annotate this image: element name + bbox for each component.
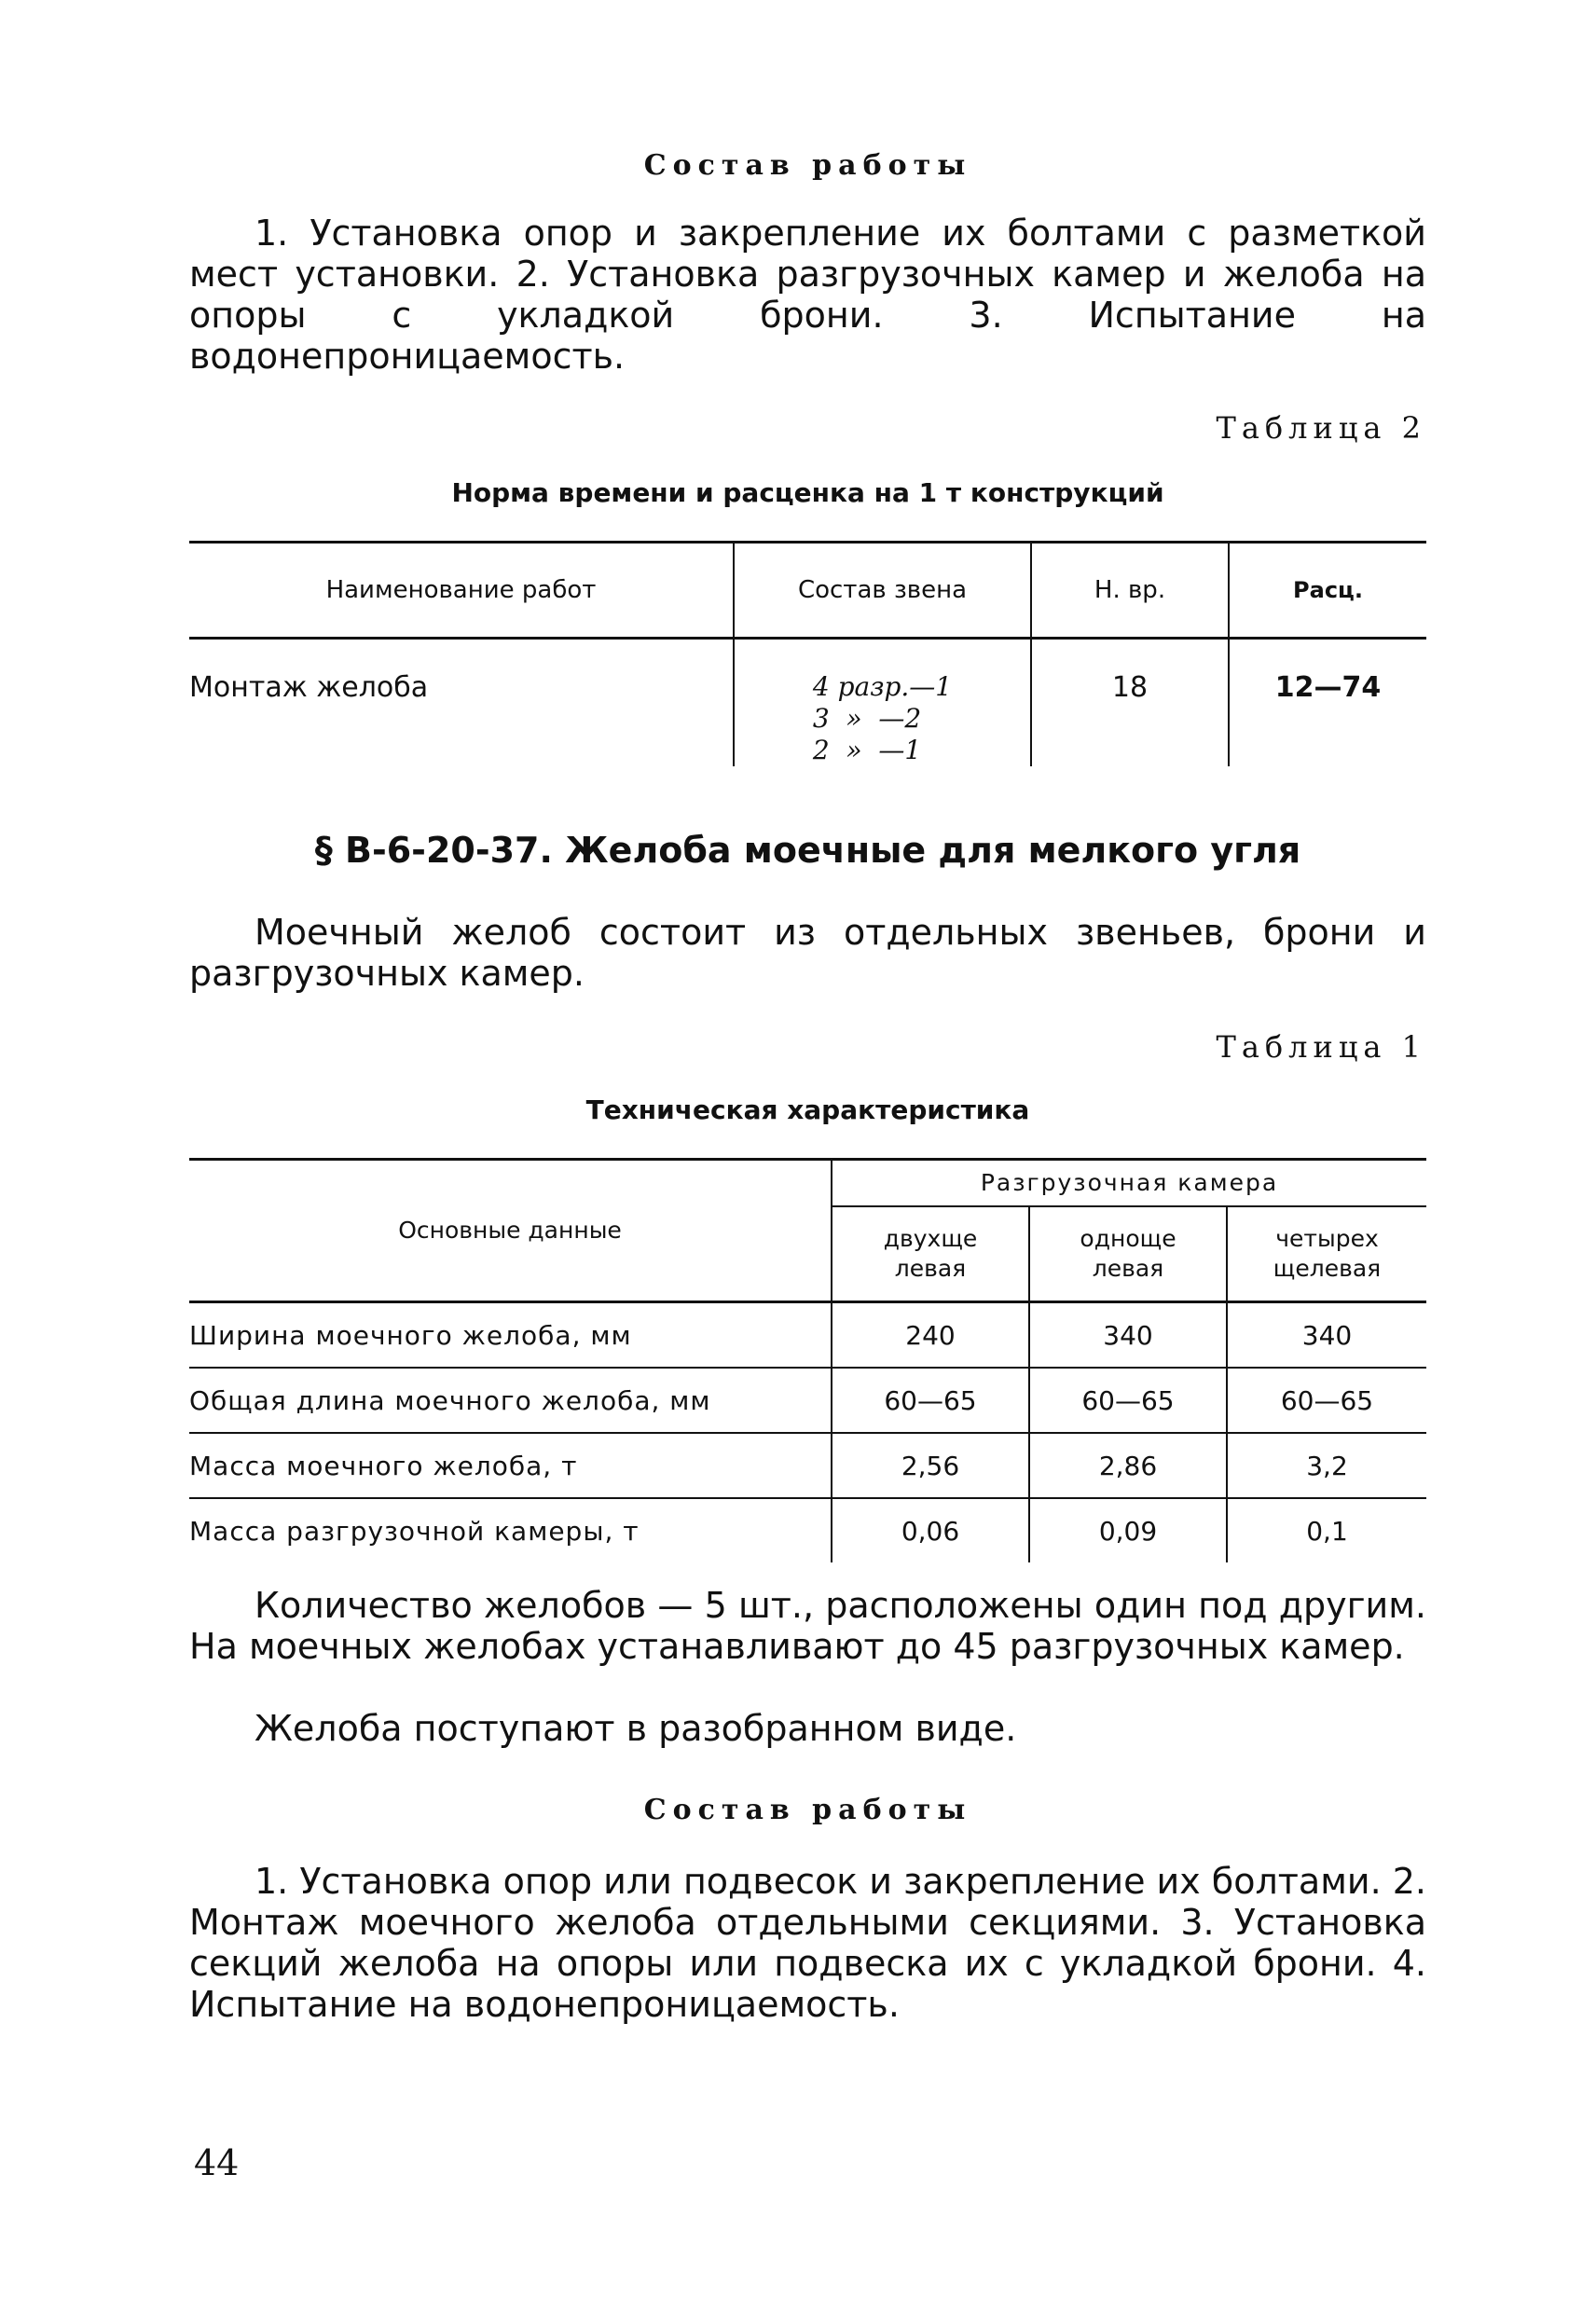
table-header-row: [189, 1160, 1426, 1207]
table-cell: 0,1: [1227, 1498, 1426, 1562]
table-cell: 2,56: [832, 1433, 1029, 1498]
subheader-label: однощелевая: [1080, 1225, 1176, 1282]
table1-container: [189, 1158, 1426, 1562]
work-composition-text: 1. Установка опор и закрепление их болтами с разметкой мест установки. 2. Установка разгрузочных камер и желоба на опоры с укладкой брони. 3. Испытание на водонепроницаемость.: [189, 213, 1426, 377]
table2-container: [189, 541, 1426, 766]
table-cell: 60—65: [1029, 1368, 1227, 1433]
header-price: Расц.: [1229, 543, 1426, 639]
subheader-four-slot: [1227, 1206, 1426, 1302]
table-row: [189, 639, 1426, 767]
header-norm: Н. вр.: [1031, 543, 1229, 639]
table-cell: 60—65: [832, 1368, 1029, 1433]
crew-list: [813, 671, 952, 766]
table-cell: 240: [832, 1302, 1029, 1369]
row-label: Ширина моечного желоба, мм: [189, 1302, 832, 1369]
row-label: Масса моечного желоба, т: [189, 1433, 832, 1498]
table-cell: 340: [1227, 1302, 1426, 1369]
table-row: [189, 1433, 1426, 1498]
crew-cell: [734, 639, 1031, 767]
subheader-label: двухщелевая: [883, 1225, 978, 1282]
table2-title: Норма времени и расценка на 1 т конструкций: [451, 477, 1164, 508]
delivery-paragraph: Желоба поступают в разобранном виде.: [255, 1708, 1017, 1749]
table1-label: Таблица 1: [1216, 1029, 1426, 1065]
tech-spec-table: [189, 1158, 1426, 1562]
price-cell: 12—74: [1229, 639, 1426, 767]
row-label: Масса разгрузочной камеры, т: [189, 1515, 640, 1547]
table-cell: 0,06: [832, 1498, 1029, 1562]
trough-count-paragraph: Количество желобов — 5 шт., расположены один под другим. На моечных желобах устанавливают до 45 разгрузочных камер.: [189, 1585, 1426, 1667]
crew-line: 2 » —1: [812, 735, 922, 765]
section-intro: Моечный желоб состоит из отдельных звеньев, брони и разгрузочных камер.: [189, 912, 1426, 994]
row-label: Общая длина моечного желоба, мм: [189, 1368, 832, 1433]
table-cell: 0,09: [1029, 1498, 1227, 1562]
page-number: 44: [194, 2142, 240, 2183]
table-cell: 60—65: [1227, 1368, 1426, 1433]
crew-line: 3 » —2: [812, 703, 922, 734]
table-row: [189, 1498, 1426, 1562]
table-row: [189, 1368, 1426, 1433]
subheader-label: четырехщелевая: [1273, 1225, 1382, 1282]
work-name-cell: Монтаж желоба: [189, 671, 429, 704]
table-header-row: [189, 543, 1426, 639]
header-main-data: Основные данные: [189, 1160, 832, 1302]
header-work-name: Наименование работ: [189, 543, 734, 639]
crew-line: 4 разр.—1: [812, 671, 953, 702]
time-norm-table: [189, 541, 1426, 766]
header-unload-chamber: Разгрузочная камера: [832, 1160, 1426, 1207]
section-heading: § В-6-20-37. Желоба моечные для мелкого угля: [314, 830, 1301, 871]
norm-cell: 18: [1031, 639, 1229, 767]
table-cell: 340: [1029, 1302, 1227, 1369]
work-composition-heading-2: Состав работы: [643, 1794, 972, 1826]
table1-title: Техническая характеристика: [585, 1094, 1030, 1125]
subheader-one-slot: [1029, 1206, 1227, 1302]
table-cell: 3,2: [1227, 1433, 1426, 1498]
subheader-two-slot: [832, 1206, 1029, 1302]
table-row: [189, 1302, 1426, 1369]
work-composition-text-2: 1. Установка опор или подвесок и закрепление их болтами. 2. Монтаж моечного желоба отдельными секциями. 3. Установка секций желоба на опоры или подвеска их с укладкой брони. 4. Испытание на водонепроницаемость.: [189, 1861, 1426, 2025]
header-crew: Состав звена: [734, 543, 1031, 639]
work-composition-heading: Состав работы: [643, 149, 972, 182]
table-cell: 2,86: [1029, 1433, 1227, 1498]
table2-label: Таблица 2: [1216, 410, 1426, 446]
